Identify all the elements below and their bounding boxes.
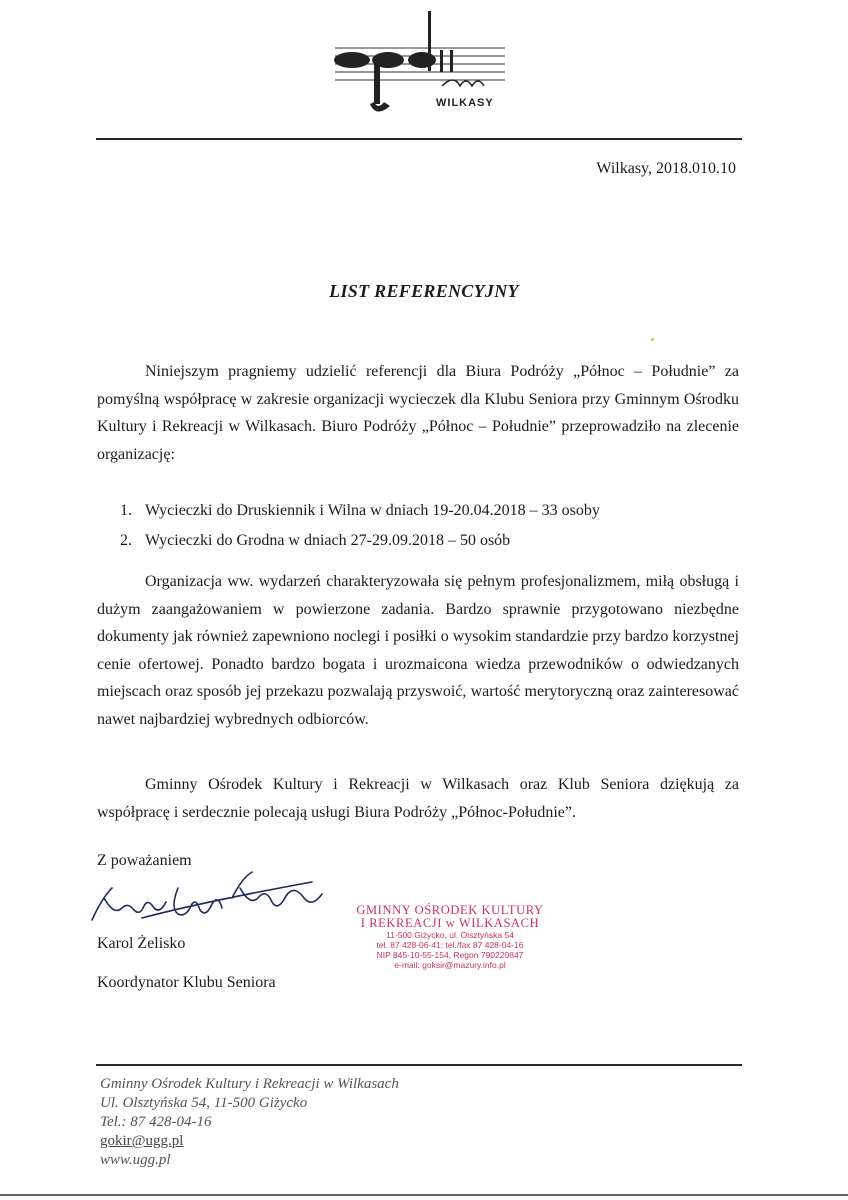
list-item-text: Wycieczki do Druskiennik i Wilna w dniach 19-20.04.2018 – 33 osoby: [145, 502, 600, 519]
signer-role: Koordynator Klubu Seniora: [97, 974, 276, 991]
stamp-line: e-mail: goksir@mazury.info.pl: [394, 960, 506, 970]
signer-name: Karol Żelisko: [97, 935, 186, 952]
footer-rule: [96, 1064, 742, 1066]
letter-date: Wilkasy, 2018.010.10: [596, 160, 736, 177]
list-item-number: 1.: [120, 502, 132, 519]
stamp-line: GMINNY OŚRODEK KULTURY: [356, 903, 544, 917]
intro-paragraph-text: Niniejszym pragniemy udzielić referencji dla Biura Podróży „Północ – Południe” za pomyślną współpracę w zakresie organizacji wycieczek dla Klubu Seniora przy Gminnym Ośrodku Kultury i Rekreacji w Wilkasach. Biuro Podróży „Północ – Południe” przeprowadziło na zlecenie organizację:: [97, 363, 739, 463]
logo-place-text: WILKASY: [436, 97, 494, 109]
footer-website: www.ugg.pl: [100, 1152, 171, 1168]
list-item: [120, 496, 600, 526]
footer-address: Ul. Olsztyńska 54, 11-500 Giżycko: [100, 1095, 308, 1111]
scan-speck: [651, 338, 654, 341]
header-rule: [96, 138, 742, 140]
list-item-text: Wycieczki do Grodna w dniach 27-29.09.2018 – 50 osób: [145, 532, 511, 549]
closing-salutation: Z poważaniem: [97, 852, 192, 869]
list-item: [120, 526, 600, 556]
stamp-line: 11-500 Giżycko, ul. Olsztyńska 54: [386, 930, 514, 940]
letter-title: LIST REFERENCYJNY: [329, 281, 519, 301]
evaluation-paragraph-text: Organizacja ww. wydarzeń charakteryzowała się pełnym profesjonalizmem, miłą obsługą i dużym zaangażowaniem w powierzone zadania. Bardzo sprawnie przygotowano niezbędne dokumenty jak również zapewniono noclegi i posiłki o wysokim standardzie przy bardzo korzystnej cenie ofertowej. Ponadto bardzo bogata i urozmaicona wiedza przewodników o odwiedzanych miejscach oraz sposób jej przekazu pozwalają przyswoić, wartość merytoryczną oraz zainteresować nawet najbardziej wybrednych odbiorców.: [97, 573, 739, 728]
stamp-line: NIP 845-10-55-154, Regon 790220847: [376, 950, 524, 960]
handwritten-signature: [82, 858, 332, 933]
footer-phone: Tel.: 87 428-04-16: [100, 1114, 212, 1130]
institution-stamp: [350, 904, 550, 970]
recommendation-paragraph-text: Gminny Ośrodek Kultury i Rekreacji w Wilkasach oraz Klub Seniora dziękują za współpracę i serdecznie polecają usługi Biura Podróży „Północ-Południe”.: [97, 776, 739, 821]
trip-list: [120, 496, 600, 556]
footer-email-link[interactable]: gokir@ugg.pl: [100, 1133, 184, 1149]
scan-edge-line: [0, 1194, 848, 1196]
list-item-number: 2.: [120, 532, 132, 549]
stamp-line: tel. 87 428-06-41; tel./fax 87 428-04-16: [376, 940, 524, 950]
recommendation-paragraph: [97, 771, 739, 826]
gokir-logo: [330, 8, 510, 123]
intro-paragraph: [97, 358, 739, 468]
stamp-line: I REKREACJI w WILKASACH: [360, 916, 540, 930]
evaluation-paragraph: [97, 568, 739, 733]
footer-contact: [100, 1075, 399, 1170]
footer-org: Gminny Ośrodek Kultury i Rekreacji w Wilkasach: [100, 1076, 399, 1092]
